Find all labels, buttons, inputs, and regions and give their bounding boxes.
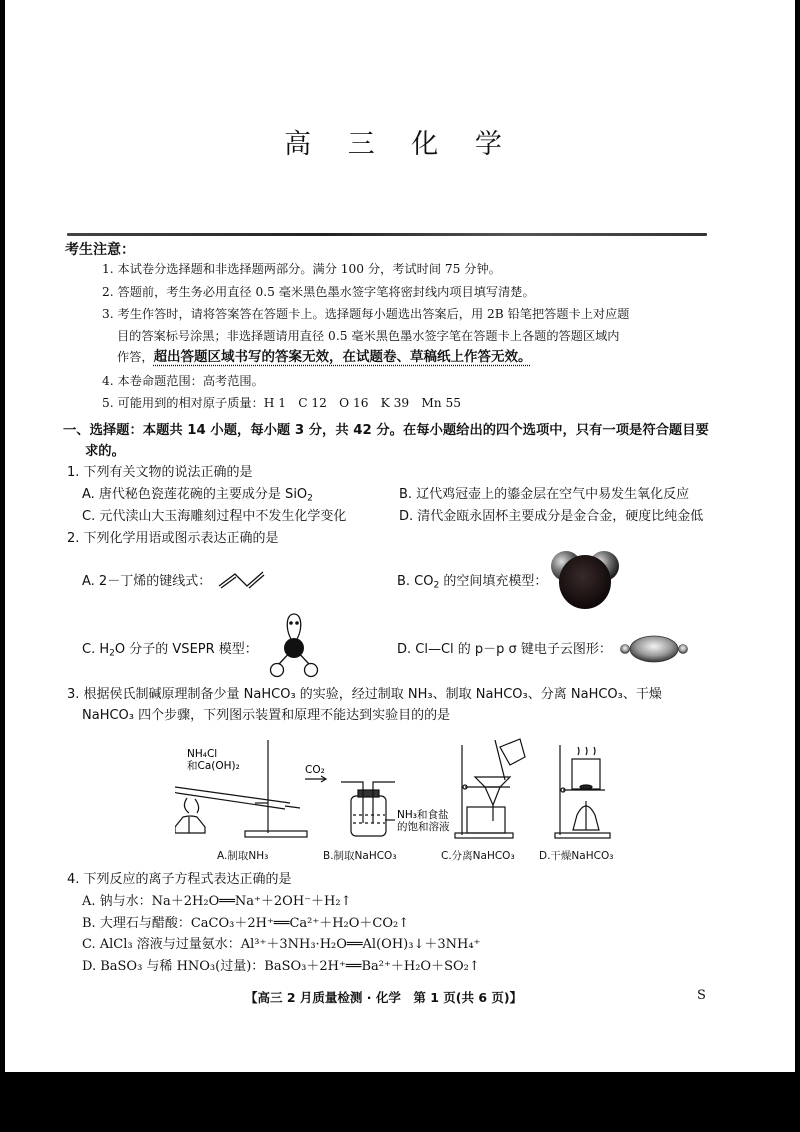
q4-stem: 4. 下列反应的离子方程式表达正确的是 [67,872,292,887]
q1-option-c: C. 元代渎山大玉海雕刻过程中不发生化学变化 [82,509,347,524]
q3-stem: 3. 根据侯氏制碱原理制备少量 NaHCO₃ 的实验，经过制取 NH₃、制取 NaHCO₃、分离 NaHCO₃、干燥 [67,687,662,702]
page-title: 高 三 化 学 [284,129,516,160]
q2-option-b: B. $CO_2$ 的空间填充模型： [397,574,548,591]
notice-heading: 考生注意： [65,242,135,258]
page-footer: 【高三 2 月质量检测 · 化学 第 1 页(共 6 页)】 [245,990,523,1005]
section-heading-cont: 求的。 [85,444,125,459]
reagent-label-2: 和Ca(OH)₂ [187,760,240,772]
solution-label-2: 的饱和溶液 [397,821,450,833]
notice-item-4: 4. 本卷命题范围：高考范围。 [102,374,264,388]
q1-option-b: B. 辽代鸡冠壶上的鎏金层在空气中易发生氧化反应 [399,487,690,502]
header-divider [67,233,707,236]
q2-option-d: D. Cl—Cl 的 p－p σ 键电子云图形： [397,642,612,657]
reagent-label-1: NH₄Cl [187,748,218,760]
notice-item-2: 2. 答题前，考生务必用直径 0.5 毫米黑色墨水签字笔将密封线内项目填写清楚。 [102,285,535,299]
notice-item-3: 3. 考生作答时，请将答案答在答题卡上。选择题每小题选出答案后，用 2B 铅笔把答题卡上对应题 [102,307,630,321]
q2-stem: 2. 下列化学用语或图示表达正确的是 [67,531,279,546]
solution-label-1: NH₃和食盐 [397,809,449,821]
notice-emphasis: 超出答题区域书写的答案无效，在试题卷、草稿纸上作答无效。 [153,349,532,365]
h2o-vsepr-model-icon [269,608,319,680]
version-code: S [697,988,706,1003]
notice-item-1: 1. 本试卷分选择题和非选择题两部分。满分 100 分，考试时间 75 分钟。 [102,262,501,276]
q1-option-a: A. 唐代秘色瓷莲花碗的主要成分是 SiO$_2$ [82,487,313,504]
co2-space-filling-model-icon [550,548,620,610]
exam-page [5,0,795,1072]
q2-option-a: A. 2－丁烯的键线式： [82,574,212,589]
notice-item-3-prefix: 作答， [117,350,154,364]
notice-item-3-cont: 目的答案标号涂黑；非选择题请用直径 0.5 毫米黑色墨水签字笔在答题卡上各题的答题区域内 [117,329,620,343]
sigma-bond-electron-cloud-icon [619,634,689,664]
gas-label: CO₂ [305,764,325,776]
q2-option-c: C. $H_2O$ 分子的 VSEPR 模型： [82,642,258,659]
q4-option-d: D. BaSO₃ 与稀 HNO₃(过量)：BaSO₃＋2H⁺══Ba²⁺＋H₂O＋SO₂↑ [82,959,480,974]
apparatus-caption-c: C.分离NaHCO₃ [441,850,515,862]
q4-option-b: B. 大理石与醋酸：CaCO₃＋2H⁺══Ca²⁺＋H₂O＋CO₂↑ [82,916,410,931]
notice-item-3-emphasis-line [117,348,532,366]
apparatus-caption-d: D.干燥NaHCO₃ [539,850,614,862]
apparatus-figure [175,735,635,845]
notice-item-5: 5. 可能用到的相对原子质量：H 1 C 12 O 16 K 39 Mn 55 [102,396,462,410]
section-heading: 一、选择题：本题共 14 小题，每小题 3 分，共 42 分。在每小题给出的四个选项中，只有一项是符合题目要 [63,423,709,438]
q1-stem: 1. 下列有关文物的说法正确的是 [67,465,253,480]
q4-option-c: C. AlCl₃ 溶液与过量氨水：Al³⁺＋3NH₃·H₂O══Al(OH)₃↓＋3NH₄⁺ [82,937,481,952]
q4-option-a: A. 钠与水：Na＋2H₂O══Na⁺＋2OH⁻＋H₂↑ [82,894,352,909]
q1-option-d: D. 清代金瓯永固杯主要成分是金合金，硬度比纯金低 [399,509,704,524]
apparatus-caption-a: A.制取NH₃ [217,850,269,862]
butene-skeletal-formula-icon [217,568,267,590]
apparatus-caption-b: B.制取NaHCO₃ [323,850,397,862]
q3-stem-cont: NaHCO₃ 四个步骤，下列图示装置和原理不能达到实验目的的是 [82,708,451,723]
